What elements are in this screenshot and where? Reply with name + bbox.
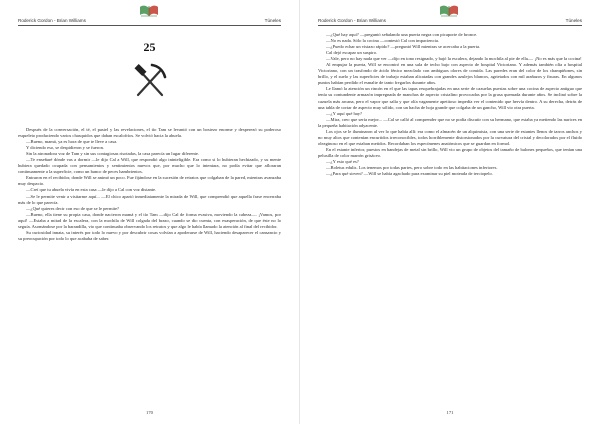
left-body-text <box>18 127 281 242</box>
paragraph: —¿Y esto qué es? <box>326 158 359 164</box>
paragraph: —¿Y aquí qué hay? <box>326 110 363 116</box>
paragraph: Entraron en el recibidor, donde Will se animó un poco. Fue fijándose en la sucesión de retratos que colgaban de la pared, mientras avanzaba muy despacio. <box>18 175 281 187</box>
paragraph: Sin la atronadora voz de Tam y sin sus contagiosas risotadas, la casa parecía un lugar diferente. <box>26 151 200 157</box>
paragraph: —Mira, creo que sería mejor... —Cal se calló al comprender que no se podía discutir con su hermano, que estaba ya metiendo las narices en la pequeña habitación adyacente. <box>318 116 582 128</box>
paragraph: Los ojos se le iluminaron al ver lo que había allí: era como el almacén de un alquimista, con una serie de estantes llenos de tarros anchos y no muy altos que contenían encurtidos irreconocibles, todos horriblemente distorsionados por la curvatura del cristal y decolorados por el fluido oleaginoso en el que estaban metidos. Recordaban los especímenes anatómicos que se guardan en formol. <box>318 128 582 146</box>
running-header <box>318 18 582 26</box>
paragraph: Al empujar la puerta, Will se encontró en una sala de techo bajo con aspecto de hospital Victoriano. Y además también olía a hospital Victoriano, con un trasfondo de ácido fénico mezclado con ambiguos olores de comida. Las paredes eran del color de los champiñones, sin brillo, y el suelo y las superficies de trabajo estaban alicatadas con grandes azulejos blancos, agrietados con mil arañazos y fisuras. En algunos puntos habían perdido el esmalte de tanto fregarlos durante años. <box>318 62 582 86</box>
paragraph: Cal dejó escapar un suspiro. <box>326 50 378 56</box>
right-page <box>300 0 600 424</box>
book-logo-icon <box>138 4 160 18</box>
paragraph: —Bueno, ella tiene su propia casa, donde nacieron mamá y el tío Tam —dijo Cal de forma evasiva, moviendo la cabeza—. ¡Vamos, por aquí! —Estaba a mitad de la escalera, con la mochila de Will colgada del brazo, cuando se dio cuenta, con exasperación, de que éste no lo seguía. Asomándose por la barandilla, vio que continuaba observando los retratos y que algo le había llamado la atención al final del recibidor. <box>18 211 281 229</box>
hammer-pickaxe-icon <box>130 61 170 101</box>
paragraph: —Bueno, mamá, ya es hora de que te lleve a casa. <box>26 139 118 145</box>
running-header <box>18 18 281 26</box>
chapter-number: 25 <box>143 40 156 54</box>
header-title: Túneles <box>565 18 582 23</box>
paragraph: —Boletus edulis. Los tenemos por todas partes, pero sobre todo en las habitaciones inferiores. <box>326 165 498 171</box>
paragraph: —¿Puedo echar un vistazo rápido? —preguntó Will mientras se acercaba a la puerta. <box>326 44 481 50</box>
paragraph: —¿Qué quieres decir con eso de que se le permite? <box>26 205 120 211</box>
book-logo-icon <box>438 4 460 18</box>
paragraph: —Te enseñaré dónde vas a dormir —le dijo Cal a Will, que respondió algo ininteligible. Era como si lo hubieran hechizado, y su mente hubiera quedado ocupada con pensamientos y sentimientos nuevos que, por mucho que lo intentara, no podía evitar que afloraran continuamente a la superficie, como un banco de peces hambrientos. <box>18 157 281 175</box>
paragraph: —¿Qué hay aquí? —preguntó señalando una puerta negra con picaporte de bronce. <box>326 32 478 37</box>
header-title: Túneles <box>264 18 281 23</box>
paragraph: —Se le permite venir a visitarme aquí... —El chico apartó inmediatamente la mirada de Will, que comprendió que aquella frase encerraba más de lo que parecía. <box>18 193 281 205</box>
header-author: Roderick Gordon - Brian Williams <box>18 18 86 23</box>
paragraph: —Creí que tu abuela vivía en esta casa —le dijo a Cal con voz distante. <box>26 187 157 193</box>
right-body-text <box>318 32 582 177</box>
paragraph: En el estante inferior, puestos en bandejas de metal sin brillo, Will vio un grupo de objetos del tamaño de balones pequeños, que tenían una pelusilla de color marrón grisáceo. <box>318 146 582 158</box>
header-author: Roderick Gordon - Brian Williams <box>318 18 386 23</box>
paragraph: Y diciendo eso, se despidieron y se fueron. <box>26 145 104 151</box>
paragraph: —No es nada. Sólo la cocina —contestó Cal con impaciencia. <box>326 38 440 44</box>
paragraph: Le llamó la atención un rincón en el que las tapas resquebrajadas en una serie de cazuelas puestas sobre una cocina de aspecto antiguo que tenía su contundente armazón impregnada de manchas de aspecto cristalino provocadas por la grasa quemada durante años. Se inclinó sobre la cazuela más arcana, pero el vapor que salía y que olía vagamente apetitoso impedía ver el contenido que hervía dentro. A su derecha, detrás de una tabla de cortar de aspecto muy sólido, con un hacha de hoja grande que colgaba de un gancho, Will vio otra puerta. <box>318 86 582 110</box>
page-number: 170 <box>146 410 153 415</box>
paragraph: —Vale, pero no hay nada que ver —dijo en tono resignado, y bajó la escalera, dejando la mochila al pie de ella—. ¡No es más que la cocina! <box>326 56 582 62</box>
paragraph: —¿Para qué sirven? —Will se había agachado para examinar su piel moteada de terciopelo. <box>326 171 493 177</box>
paragraph: Después de la conversación, el té, el pastel y las revelaciones, el tío Tam se levantó con un bostezo enorme y desperezó su poderoso esqueleto produciendo varios chasquidos que daban escalofríos. Se volvió hacia la abuela. <box>18 127 281 139</box>
page-number: 171 <box>446 410 454 415</box>
paragraph: Su curiosidad innata, su interés por todo lo nuevo y por descubrir cosas volvían a apoderarse de Will, haciendo desaparecer el cansancio y su preocupación por todo lo que acababa de saber. <box>18 229 281 241</box>
